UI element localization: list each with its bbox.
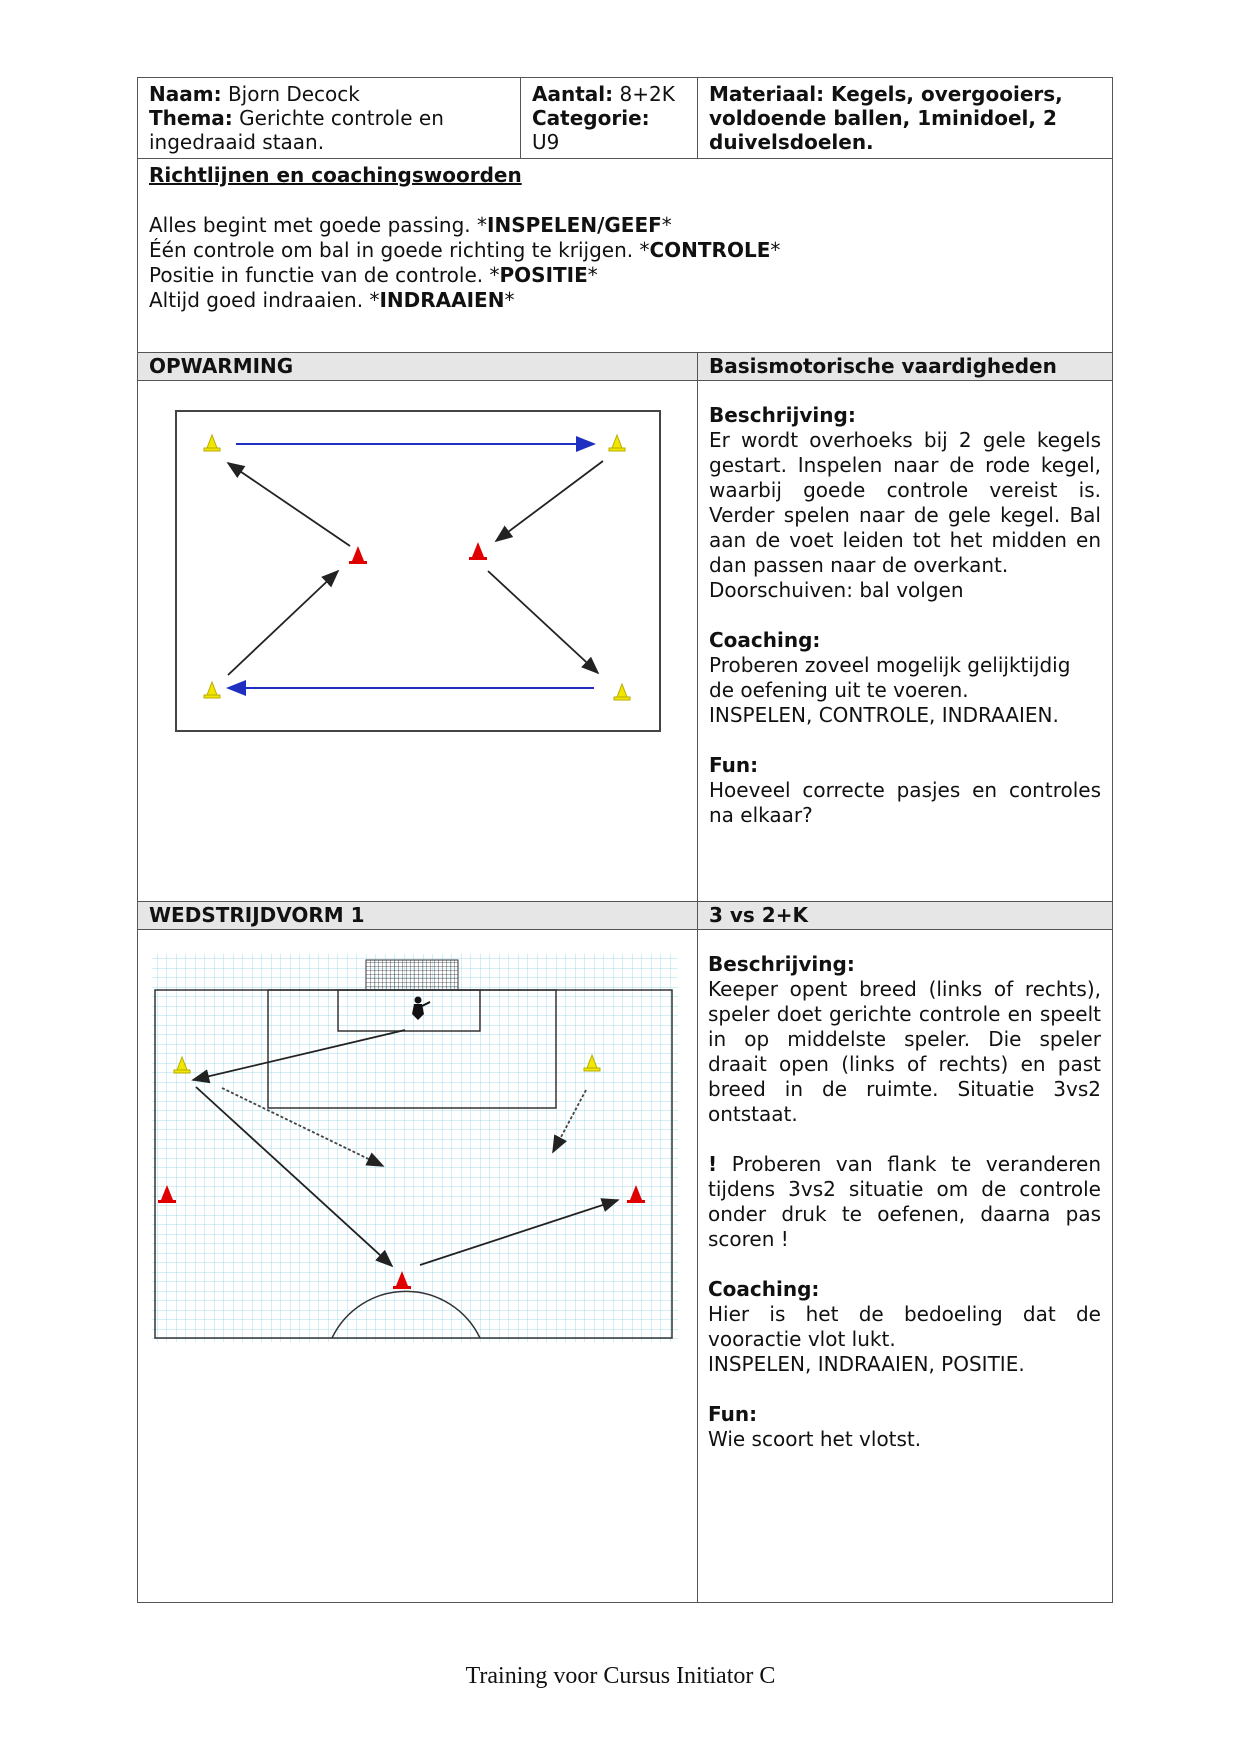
naam-label: Naam: bbox=[149, 82, 222, 106]
beschrijving-label: Beschrijving: bbox=[708, 952, 855, 976]
field-outline bbox=[176, 411, 660, 731]
guidelines-title: Richtlijnen en coachingswoorden bbox=[149, 163, 522, 187]
guidelines-cell bbox=[138, 159, 1113, 353]
beschrijving-label: Beschrijving: bbox=[709, 403, 856, 427]
doorschuiven-text: Doorschuiven: bal volgen bbox=[709, 578, 964, 602]
coaching-label: Coaching: bbox=[709, 628, 821, 652]
coaching-words: INSPELEN, CONTROLE, INDRAAIEN. bbox=[709, 703, 1059, 727]
beschrijving-text: Er wordt overhoeks bij 2 gele kegels gestart. Inspelen naar de rode kegel, waarbij goede controle vereist is. Verder spelen naar de gele kegel. Bal aan de voet leiden tot het midden en dan passen naar de overkant. bbox=[709, 428, 1101, 577]
note-mark: ! bbox=[708, 1152, 718, 1176]
aantal-value: 8+2K bbox=[619, 82, 675, 106]
materiaal-cell bbox=[698, 78, 1113, 159]
training-sheet bbox=[137, 77, 1112, 1603]
guideline-line-4: Altijd goed indraaien. *INDRAAIEN* bbox=[149, 288, 515, 312]
wedstrijdvorm-description-cell bbox=[698, 930, 1113, 1603]
goal-net bbox=[366, 960, 458, 990]
opwarming-description-cell bbox=[698, 381, 1113, 902]
wedstrijdvorm-header: WEDSTRIJDVORM 1 bbox=[138, 902, 698, 930]
naam-value: Bjorn Decock bbox=[227, 82, 360, 106]
aantal-label: Aantal: bbox=[532, 82, 614, 106]
opwarming-header: OPWARMING bbox=[138, 353, 698, 381]
coaching-label: Coaching: bbox=[708, 1277, 820, 1301]
fun-label: Fun: bbox=[708, 1402, 758, 1426]
opwarming-diagram bbox=[138, 381, 696, 901]
materiaal-text: Materiaal: Kegels, overgooiers, voldoende ballen, 1minidoel, 2 duivelsdoelen. bbox=[709, 82, 1063, 154]
naam-thema-cell bbox=[138, 78, 521, 159]
guideline-line-1: Alles begint met goede passing. *INSPELEN/GEEF* bbox=[149, 213, 672, 237]
beschrijving-text: Keeper opent breed (links of rechts), speler doet gerichte controle en speelt in op middelste speler. Die speler draait open (links of rechts) en past breed in de ruimte. Situatie 3vs2 ontstaat. bbox=[708, 977, 1101, 1126]
wedstrijdvorm-diagram bbox=[138, 930, 696, 1602]
categorie-value: U9 bbox=[532, 130, 560, 154]
guideline-line-3: Positie in functie van de controle. *POSITIE* bbox=[149, 263, 598, 287]
page-footer: Training voor Cursus Initiator C bbox=[465, 1663, 776, 1689]
categorie-label: Categorie: bbox=[532, 106, 650, 130]
wedstrijdvorm-diagram-cell bbox=[138, 930, 698, 1603]
coaching-text: Hier is het de bedoeling dat de vooractie vlot lukt. bbox=[708, 1302, 1101, 1351]
fun-text: Hoeveel correcte pasjes en controles na elkaar? bbox=[709, 778, 1101, 827]
thema-label: Thema: bbox=[149, 106, 233, 130]
note-text: ! Proberen van flank te veranderen tijdens 3vs2 situatie om de controle onder druk te oefenen, daarna pas scoren ! bbox=[708, 1152, 1101, 1251]
guideline-line-2: Één controle om bal in goede richting te krijgen. *CONTROLE* bbox=[149, 238, 781, 262]
opwarming-diagram-cell bbox=[138, 381, 698, 902]
coaching-words: INSPELEN, INDRAAIEN, POSITIE. bbox=[708, 1352, 1025, 1376]
fun-text: Wie scoort het vlotst. bbox=[708, 1427, 922, 1451]
aantal-categorie-cell bbox=[521, 78, 698, 159]
fun-label: Fun: bbox=[709, 753, 759, 777]
training-table bbox=[137, 77, 1113, 1603]
vs-header: 3 vs 2+K bbox=[698, 902, 1113, 930]
coaching-text: Proberen zoveel mogelijk gelijktijdig de oefening uit te voeren. bbox=[709, 653, 1071, 702]
thema-value: Gerichte controle en ingedraaid staan. bbox=[149, 106, 444, 154]
basismotorische-header: Basismotorische vaardigheden bbox=[698, 353, 1113, 381]
